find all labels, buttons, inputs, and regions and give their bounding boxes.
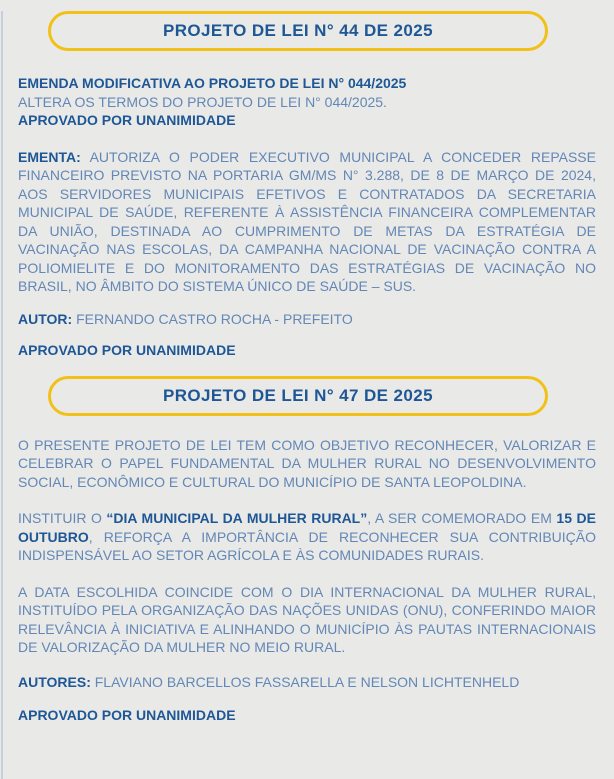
- date-highlight: 15 DE OUTUBRO: [18, 510, 596, 545]
- instituir-text-c: , A SER COMEMORADO EM: [367, 510, 557, 526]
- autores-names: FLAVIANO BARCELLOS FASSARELLA E NELSON LICHTENHELD: [90, 673, 520, 690]
- section-title-44: PROJETO DE LEI N° 44 DE 2025: [163, 21, 433, 40]
- instituir-text-a: INSTITUIR O: [18, 510, 107, 526]
- section-title-badge-44: [48, 11, 548, 51]
- data-escolhida-paragraph: A DATA ESCOLHIDA COINCIDE COM O DIA INTERNACIONAL DA MULHER RURAL, INSTITUÍDO PELA ORGANIZAÇÃO DAS NAÇÕES UNIDAS (ONU), CONFERINDO MAIOR RELEVÂNCIA À INICIATIVA E ALINHANDO O MUNICÍPIO ÀS PAUTAS INTERNACIONAIS DE VALORIZAÇÃO DA MULHER NO MEIO RURAL.: [18, 583, 596, 655]
- approved-status-47: APROVADO POR UNANIMIDADE: [18, 707, 236, 723]
- approved-status-top: APROVADO POR UNANIMIDADE: [18, 112, 236, 128]
- section-projeto-lei-44: [0, 11, 614, 360]
- section-title-badge-47: [48, 376, 548, 416]
- instituir-text-e: , REFORÇA A IMPORTÂNCIA DE RECONHECER SUA CONTRIBUIÇÃO INDISPENSÁVEL AO SETOR AGRÍCOLA E ÀS COMUNIDADES RURAIS.: [18, 528, 596, 563]
- ementa-paragraph: [18, 148, 596, 296]
- autores-label: AUTORES:: [18, 673, 91, 690]
- page-left-edge-divider: [1, 11, 3, 779]
- section-44-heading-block: [18, 74, 596, 130]
- document-page: [0, 11, 614, 779]
- emenda-heading: EMENDA MODIFICATIVA AO PROJETO DE LEI N° 044/2025: [18, 75, 407, 91]
- instituir-paragraph: [18, 509, 596, 565]
- dia-municipal-highlight: “DIA MUNICIPAL DA MULHER RURAL”: [106, 510, 368, 526]
- section-title-47: PROJETO DE LEI N° 47 DE 2025: [163, 385, 433, 405]
- section-projeto-lei-47: [0, 376, 614, 725]
- autor-line: [18, 310, 596, 329]
- approved-status-44: APROVADO POR UNANIMIDADE: [18, 342, 236, 358]
- autor-label: AUTOR:: [18, 310, 73, 327]
- autores-line: [18, 673, 596, 692]
- ementa-label: EMENTA:: [18, 148, 81, 165]
- autor-name: FERNANDO CASTRO ROCHA - PREFEITO: [72, 310, 353, 327]
- emenda-subheading: ALTERA OS TERMOS DO PROJETO DE LEI N° 044/2025.: [18, 93, 387, 110]
- ementa-text: AUTORIZA O PODER EXECUTIVO MUNICIPAL A CONCEDER REPASSE FINANCEIRO PREVISTO NA PORTARIA GM/MS N° 3.288, DE 8 DE MARÇO DE 2024, AOS SERVIDORES MUNICIPAIS EFETIVOS E CONTRATADOS DA SECRETARIA MUNICIPAL DE SAÚDE, REFERENTE À ASSISTÊNCIA FINANCEIRA COMPLEMENTAR DA UNIÃO, DESTINADA AO CUMPRIMENTO DE METAS DA ESTRATÉGIA DE VACINAÇÃO NAS ESCOLAS, DA CAMPANHA NACIONAL DE VACINAÇÃO CONTRA A POLIOMIELITE E DO MONITORAMENTO DAS ESTRATÉGIAS DE VACINAÇÃO NO BRASIL, NO ÂMBITO DO SISTEMA ÚNICO DE SAÚDE – SUS.: [18, 148, 596, 294]
- objective-paragraph: O PRESENTE PROJETO DE LEI TEM COMO OBJETIVO RECONHECER, VALORIZAR E CELEBRAR O PAPEL FUNDAMENTAL DA MULHER RURAL NO DESENVOLVIMENTO SOCIAL, ECONÔMICO E CULTURAL DO MUNICÍPIO DE SANTA LEOPOLDINA.: [18, 436, 596, 490]
